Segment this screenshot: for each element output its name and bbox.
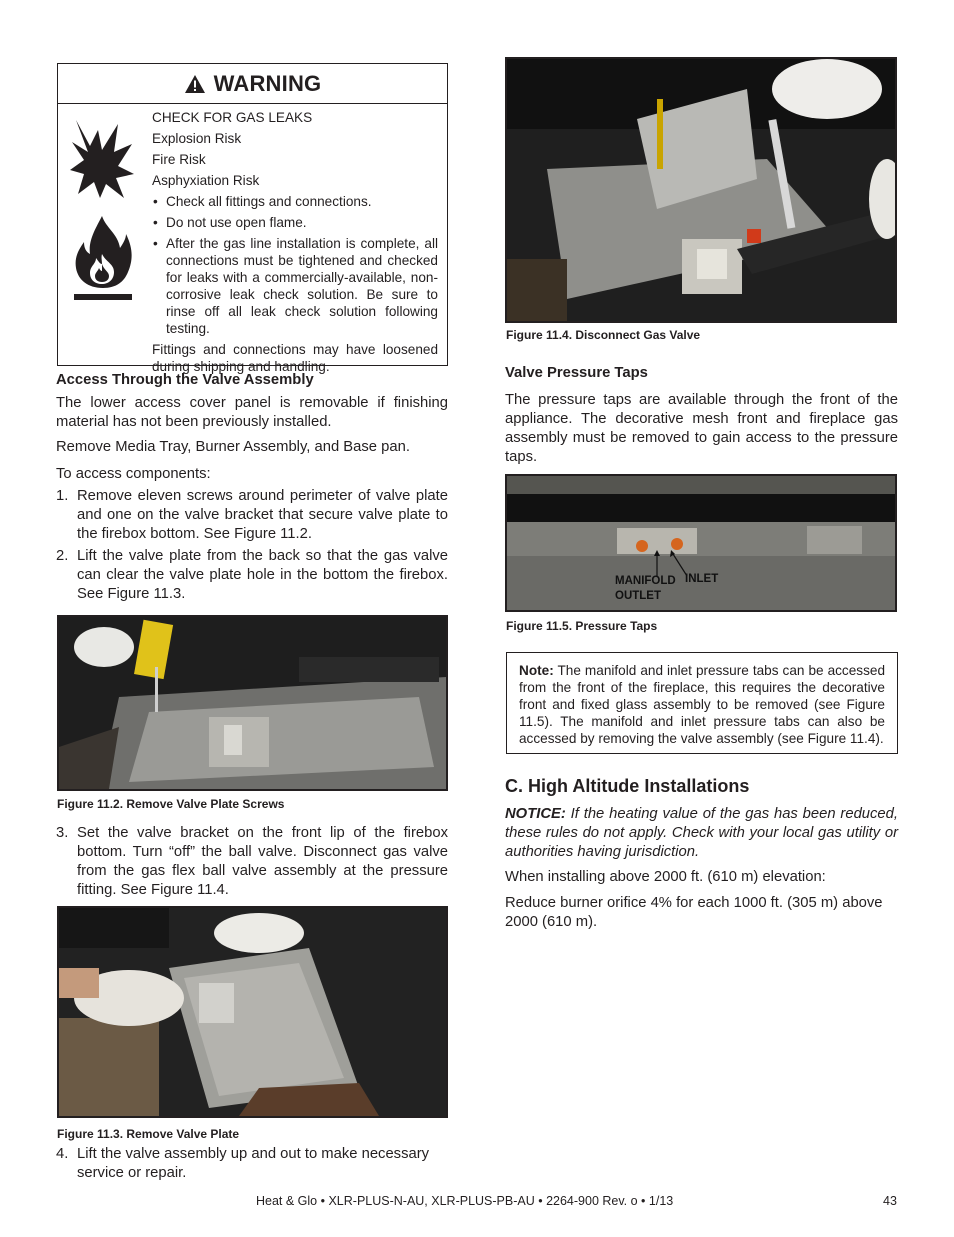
step-number: 4. xyxy=(56,1146,69,1162)
note-label: Note: xyxy=(519,663,554,678)
figure-11-3-photo xyxy=(57,906,448,1118)
explosion-icon xyxy=(68,116,136,200)
warning-box xyxy=(57,63,448,374)
step-text: Lift the valve assembly up and out to make necessary service or repair. xyxy=(77,1146,430,1181)
paragraph: To access components: xyxy=(56,466,211,482)
step-text: Set the valve bracket on the front lip of the firebox bottom. Turn “off” the ball valve. Disconnect gas valve from the gas flex ball valve assembly at the pressure fitting. See Figure 11.4. xyxy=(77,825,448,898)
paragraph: Reduce burner orifice 4% for each 1000 ft. (305 m) above 2000 (610 m). xyxy=(505,895,883,930)
step-text: Lift the valve plate from the back so that the gas valve can clear the valve plate hole in the bottom the firebox. See Figure 11.3. xyxy=(77,548,448,602)
paragraph: The pressure taps are available through the front of the appliance. The decorative mesh front and fireplace gas assembly must be removed to gain access to the pressure taps. xyxy=(505,392,898,465)
warning-triangle-icon xyxy=(184,74,206,94)
step-4 xyxy=(56,1145,448,1183)
paragraph: When installing above 2000 ft. (610 m) elevation: xyxy=(505,869,826,885)
figure-11-4-photo xyxy=(505,57,897,323)
step-number: 1. xyxy=(56,488,69,504)
step-2 xyxy=(56,547,448,604)
section-heading-valve-assembly: Access Through the Valve Assembly xyxy=(56,372,314,388)
notice-text: If the heating value of the gas has been reduced, these rules do not apply. Check with your local gas utility or authorities having jurisdiction. xyxy=(505,806,898,860)
note-text: The manifold and inlet pressure tabs can be accessed from the front of the fireplace, this requires the decorative front and fixed glass assembly to be removed (see Figure 11.5). The manifold and inlet pressure tabs can also be accessed by removing the valve assembly (see Figure 11.4). xyxy=(519,663,885,746)
figure-11-5-photo xyxy=(505,474,897,612)
step-1 xyxy=(56,487,448,544)
warning-heading: CHECK FOR GAS LEAKS xyxy=(152,110,313,125)
footer-text: Heat & Glo • XLR-PLUS-N-AU, XLR-PLUS-PB-AU • 2264-900 Rev. o • 1/13 xyxy=(256,1194,674,1208)
risk-asphyxiation: Asphyxiation Risk xyxy=(152,173,260,188)
figure-11-3-caption: Figure 11.3. Remove Valve Plate xyxy=(57,1127,240,1141)
notice-paragraph xyxy=(505,805,898,862)
warning-bullet-list xyxy=(152,193,438,337)
notice-label: NOTICE: xyxy=(505,806,566,822)
label-manifold: MANIFOLD xyxy=(615,575,676,587)
step-number: 2. xyxy=(56,548,69,564)
photo-remove-valve-plate xyxy=(59,908,446,1116)
figure-11-4-caption: Figure 11.4. Disconnect Gas Valve xyxy=(506,328,701,342)
warning-bullet: • Do not use open flame. xyxy=(152,214,438,231)
warning-header xyxy=(58,64,447,104)
paragraph: The lower access cover panel is removable if finishing material has not been previously installed. xyxy=(56,395,448,430)
risk-explosion: Explosion Risk xyxy=(152,131,242,146)
figure-11-5-label-manifold-outlet xyxy=(615,574,676,604)
risk-fire: Fire Risk xyxy=(152,152,206,167)
figure-11-5-caption: Figure 11.5. Pressure Taps xyxy=(506,619,658,633)
note-box xyxy=(506,652,898,754)
photo-remove-valve-plate-screws xyxy=(59,617,446,789)
warning-bullet: • After the gas line installation is complete, all connections must be tightened and checked for leaks with a commercially-available, non-corrosive leak check solution. Be sure to rinse off all leak check solution following testing. xyxy=(152,235,438,337)
warning-closing: Fittings and connections may have loosened during shipping and handling. xyxy=(152,342,438,374)
photo-disconnect-gas-valve xyxy=(507,59,895,321)
label-inlet: INLET xyxy=(685,573,719,585)
section-heading-pressure-taps: Valve Pressure Taps xyxy=(505,365,648,381)
page-number: 43 xyxy=(883,1194,897,1208)
figure-11-2-caption: Figure 11.2. Remove Valve Plate Screws xyxy=(57,797,285,811)
figure-11-2-photo xyxy=(57,615,448,791)
step-text: Remove eleven screws around perimeter of valve plate and one on the valve bracket that secure valve plate to the firebox bottom. See Figure 11.2. xyxy=(77,488,448,542)
step-3 xyxy=(56,824,448,900)
warning-title: WARNING xyxy=(213,70,322,96)
label-outlet: OUTLET xyxy=(615,590,661,602)
photo-pressure-taps xyxy=(507,476,895,610)
warning-text xyxy=(152,109,438,375)
warning-bullet: • Check all fittings and connections. xyxy=(152,193,438,210)
section-title-high-altitude: C. High Altitude Installations xyxy=(505,776,750,796)
step-number: 3. xyxy=(56,825,69,841)
paragraph: Remove Media Tray, Burner Assembly, and Base pan. xyxy=(56,439,410,455)
flame-icon xyxy=(72,214,134,304)
